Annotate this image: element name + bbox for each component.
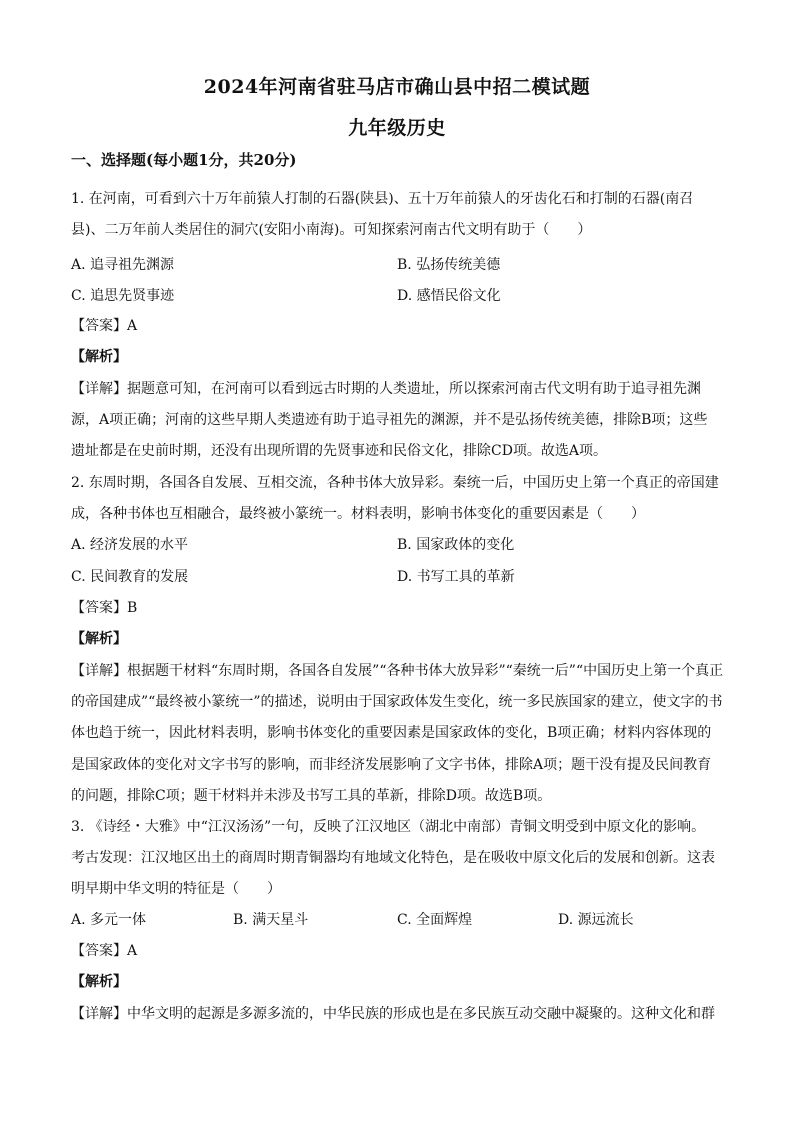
q3-stem-line: 3. 《诗经・大雅》中“江汉汤汤”一句，反映了江汉地区（湖北中南部）青铜文明受到中原文化的影响。 bbox=[71, 819, 706, 835]
q1-stem-line: 县)、二万年前人类居住的洞穴(安阳小南海)。可知探索河南古代文明有助于（ ） bbox=[71, 222, 592, 238]
q2-detail-line: 是国家政体的变化对文字书写的影响，而非经济发展影响了文字书体，排除A项；题干没有提及民间教育 bbox=[71, 757, 712, 773]
q1-option-d: D. 感悟民俗文化 bbox=[397, 288, 501, 304]
exam-title: 2024年河南省驻马店市确山县中招二模试题 bbox=[203, 76, 591, 98]
q1-option-c: C. 追思先贤事迹 bbox=[71, 288, 175, 304]
q2-analysis-label: 【解析】 bbox=[71, 631, 127, 647]
q2-stem-line: 成，各种书体也互相融合，最终被小篆统一。材料表明，影响书体变化的重要因素是（ ） bbox=[71, 506, 645, 522]
q3-analysis-label: 【解析】 bbox=[71, 974, 127, 990]
q2-detail-line: 的问题，排除C项；题干材料并未涉及书写工具的革新，排除D项。故选B项。 bbox=[71, 788, 552, 804]
section-heading: 一、选择题(每小题1分，共20分) bbox=[71, 151, 297, 169]
q1-analysis-label: 【解析】 bbox=[71, 349, 127, 365]
q2-option-b: B. 国家政体的变化 bbox=[397, 537, 515, 553]
q3-stem-line: 明早期中华文明的特征是（ ） bbox=[71, 881, 281, 897]
q2-option-d: D. 书写工具的革新 bbox=[397, 569, 515, 585]
q2-answer: 【答案】B bbox=[71, 600, 138, 616]
exam-subtitle: 九年级历史 bbox=[348, 117, 446, 139]
q2-detail-line: 【详解】根据题干材料“东周时期，各国各自发展”“各种书体大放异彩”“秦统一后”“中国历史上第一个真正 bbox=[71, 663, 724, 679]
q2-detail-line: 的帝国建成”“最终被小篆统一”的描述，说明由于国家政体发生变化，统一多民族国家的建立，使文字的书 bbox=[71, 694, 723, 710]
q1-detail-line: 【详解】据题意可知，在河南可以看到远古时期的人类遗址，所以探索河南古代文明有助于追寻祖先渊 bbox=[71, 381, 701, 397]
q2-option-c: C. 民间教育的发展 bbox=[71, 569, 189, 585]
q1-answer: 【答案】A bbox=[71, 318, 138, 334]
q1-detail-line: 遗址都是在史前时期，还没有出现所谓的先贤事迹和民俗文化，排除CD项。故选A项。 bbox=[71, 443, 608, 459]
q3-option-d: D. 源远流长 bbox=[558, 912, 634, 928]
q2-detail-line: 体也趋于统一，因此材料表明，影响书体变化的重要因素是国家政体的变化，B项正确；材料内容体现的 bbox=[71, 725, 712, 741]
q3-option-b: B. 满天星斗 bbox=[233, 912, 309, 928]
q1-detail-line: 源，A项正确；河南的这些早期人类遗迹有助于追寻祖先的渊源，并不是弘扬传统美德，排除B项；这些 bbox=[71, 412, 708, 428]
q2-option-a: A. 经济发展的水平 bbox=[71, 537, 189, 553]
q1-option-b: B. 弘扬传统美德 bbox=[397, 257, 501, 273]
q1-stem-line: 1. 在河南，可看到六十万年前猿人打制的石器(陕县)、五十万年前猿人的牙齿化石和打制的石器(南召 bbox=[71, 191, 694, 207]
q3-detail-line: 【详解】中华文明的起源是多源多流的，中华民族的形成也是在多民族互动交融中凝聚的。这种文化和群 bbox=[71, 1006, 715, 1022]
q3-option-a: A. 多元一体 bbox=[71, 912, 147, 928]
q2-stem-line: 2. 东周时期，各国各自发展、互相交流，各种书体大放异彩。秦统一后，中国历史上第一个真正的帝国建 bbox=[71, 475, 719, 491]
q1-option-a: A. 追寻祖先渊源 bbox=[71, 257, 175, 273]
q3-answer: 【答案】A bbox=[71, 943, 138, 959]
q3-stem-line: 考古发现：江汉地区出土的商周时期青铜器均有地域文化特色，是在吸收中原文化后的发展和创新。这表 bbox=[71, 850, 715, 866]
q3-option-c: C. 全面辉煌 bbox=[397, 912, 473, 928]
